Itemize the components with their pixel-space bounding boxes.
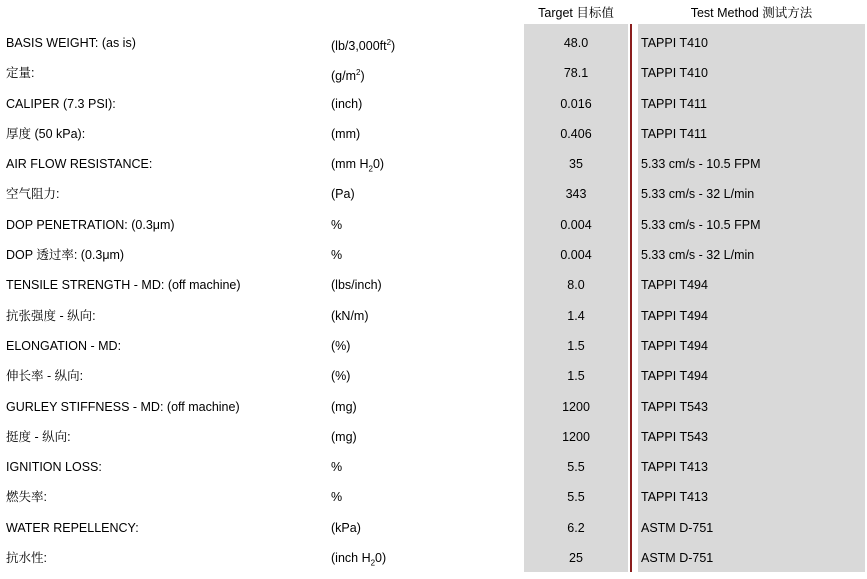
property-label: BASIS WEIGHT: (as is) <box>6 36 136 50</box>
target-value: 1.5 <box>567 338 585 353</box>
property-label: WATER REPELLENCY: <box>6 520 139 535</box>
unit-label: (Pa) <box>331 187 355 202</box>
target-value: 1200 <box>562 429 590 444</box>
target-value: 0.016 <box>560 96 592 111</box>
table-row <box>0 392 867 422</box>
target-value: 8.0 <box>567 278 585 293</box>
unit-label: $(lb/3,000ft^2)$ <box>331 38 396 54</box>
test-method: TAPPI T413 <box>641 460 708 475</box>
target-value: 0.406 <box>560 126 592 141</box>
table-row <box>0 452 867 482</box>
property-label: 空气阻力: <box>6 187 60 202</box>
table-row <box>0 301 867 331</box>
test-method: 5.33 cm/s - 10.5 FPM <box>641 157 761 172</box>
target-value: 25 <box>569 551 583 566</box>
property-label: ELONGATION - MD: <box>6 338 122 353</box>
test-method: 5.33 cm/s - 32 L/min <box>641 187 755 202</box>
unit-label: (kPa) <box>331 520 361 535</box>
property-label: 伸长率 - 纵向: <box>6 369 84 384</box>
spec-table <box>0 28 867 573</box>
property-label: GURLEY STIFFNESS - MD: (off machine) <box>6 399 240 414</box>
unit-label: (%) <box>331 369 351 384</box>
unit-label: (mm) <box>331 126 361 141</box>
table-row <box>0 331 867 361</box>
target-value: 1.5 <box>567 369 585 384</box>
test-method: TAPPI T411 <box>641 96 708 111</box>
table-row <box>0 270 867 300</box>
table-row <box>0 28 867 58</box>
table-row <box>0 89 867 119</box>
target-value: 1200 <box>562 399 590 414</box>
test-method: TAPPI T543 <box>641 429 708 444</box>
unit-label: % <box>331 217 343 232</box>
property-label: IGNITION LOSS: <box>6 460 102 475</box>
test-method: 5.33 cm/s - 10.5 FPM <box>641 217 761 232</box>
target-value: 78.1 <box>563 66 589 81</box>
unit-label: (%) <box>331 338 351 353</box>
test-method: TAPPI T494 <box>641 278 708 293</box>
property-label: AIR FLOW RESISTANCE: <box>6 157 153 172</box>
test-method: TAPPI T410 <box>641 36 708 50</box>
target-value: 0.004 <box>560 248 592 263</box>
target-value: 35 <box>569 157 583 172</box>
test-method: TAPPI T413 <box>641 490 708 505</box>
unit-label: (inch $H_20$) <box>331 551 387 568</box>
unit-label: % <box>331 460 343 475</box>
test-method: ASTM D-751 <box>641 520 714 535</box>
test-method: TAPPI T494 <box>641 338 708 353</box>
unit-label: (kN/m) <box>331 308 369 323</box>
property-label: 挺度 - 纵向: <box>6 429 71 444</box>
header-target: Target 目标值 <box>538 6 614 20</box>
property-label: TENSILE STRENGTH - MD: (off machine) <box>6 278 241 293</box>
property-label: 燃失率: <box>6 490 47 505</box>
test-method: ASTM D-751 <box>641 551 714 566</box>
test-method: TAPPI T543 <box>641 399 708 414</box>
unit-label: % <box>331 490 343 505</box>
target-value: 6.2 <box>567 520 585 535</box>
property-label: 厚度 (50 kPa): <box>6 126 86 141</box>
unit-label: (mg) <box>331 399 357 414</box>
test-method: TAPPI T494 <box>641 369 708 384</box>
target-value: 5.5 <box>567 490 585 505</box>
target-value: 1.4 <box>567 308 585 323</box>
table-row <box>0 240 867 270</box>
table-row <box>0 210 867 240</box>
table-row <box>0 422 867 452</box>
test-method: TAPPI T494 <box>641 308 708 323</box>
table-row <box>0 543 867 573</box>
property-label: DOP PENETRATION: (0.3μm) <box>6 217 175 232</box>
table-row <box>0 149 867 179</box>
property-label: 定量: <box>6 66 35 81</box>
property-label: CALIPER (7.3 PSI): <box>6 96 116 111</box>
unit-label: $(g/m^2)$ <box>331 68 365 84</box>
unit-label: (inch) <box>331 96 363 111</box>
header-test-method: Test Method 测试方法 <box>690 6 813 20</box>
target-value: 343 <box>565 187 587 202</box>
unit-label: (mg) <box>331 429 357 444</box>
table-row <box>0 58 867 88</box>
property-label: DOP 透过率: (0.3μm) <box>6 248 125 263</box>
table-row <box>0 482 867 512</box>
property-label: 抗张强度 - 纵向: <box>6 308 96 323</box>
target-value: 48.0 <box>563 36 589 50</box>
table-row <box>0 179 867 209</box>
table-row <box>0 119 867 149</box>
test-method: 5.33 cm/s - 32 L/min <box>641 248 755 263</box>
test-method: TAPPI T410 <box>641 66 708 81</box>
target-value: 0.004 <box>560 217 592 232</box>
target-value: 5.5 <box>567 460 585 475</box>
table-row <box>0 513 867 543</box>
property-label: 抗水性: <box>6 551 47 566</box>
test-method: TAPPI T411 <box>641 126 708 141</box>
table-row <box>0 361 867 391</box>
unit-label: (mm $H_20$) <box>331 157 385 174</box>
unit-label: % <box>331 248 343 263</box>
unit-label: (lbs/inch) <box>331 278 382 293</box>
